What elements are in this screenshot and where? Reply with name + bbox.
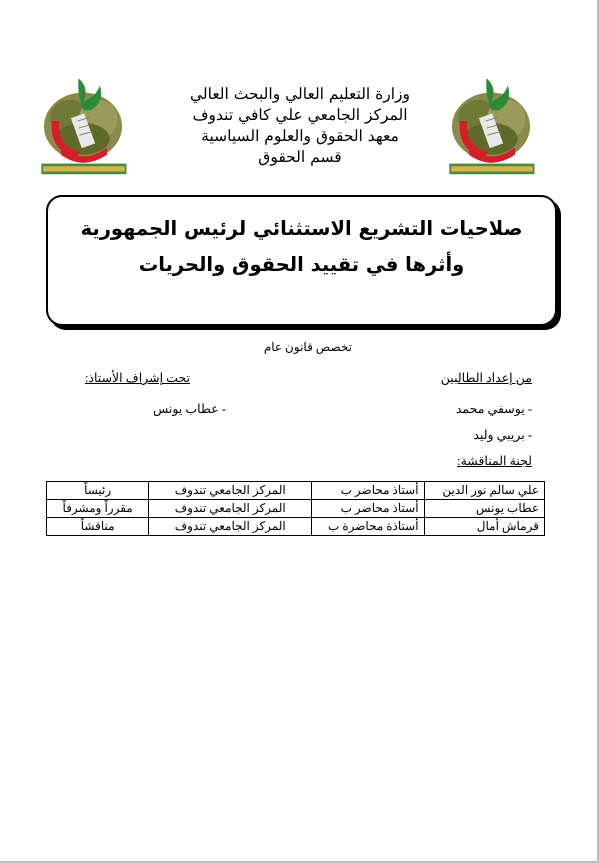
table-row [47,518,545,536]
supervisor-name: - عطاب يونس [152,402,226,416]
thesis-title-line-2: وأثرها في تقييد الحقوق والحريات [138,253,465,276]
ministry-name: وزارة التعليم العالي والبحث العالي [189,85,411,103]
committee-member-name: علي سالم نور الدين [424,482,544,500]
university-logo-left [28,66,138,190]
committee-member-role: مقرراً ومشرفاً [47,500,149,518]
committee-table [46,481,545,536]
institution-header [160,84,440,168]
university-logo-right [436,66,546,190]
committee-member-institution: المركز الجامعي تندوف [149,518,312,536]
university-emblem-icon [28,66,138,176]
committee-member-name: قرماش أمال [424,518,544,536]
committee-member-rank: أستاذ محاضر ب [312,482,424,500]
table-row [47,500,545,518]
prepared-by-label: من إعداد الطالبين [440,371,532,385]
student-name-2: - بريبي وليد [473,428,532,442]
university-emblem-icon [436,66,546,176]
department-name: قسم الحقوق [258,148,342,166]
speciality: تخصص قانون عام [263,340,352,354]
supervision-label: تحت إشراف الأستاذ: [84,371,190,385]
student-name-1: - يوسفي محمد [455,402,532,416]
committee-member-institution: المركز الجامعي تندوف [149,500,312,518]
committee-member-role: مناقشاً [47,518,149,536]
committee-member-rank: أستاذة محاضرة ب [312,518,424,536]
committee-member-rank: أستاذ محاضر ب [312,500,424,518]
committee-label: لجنة المناقشة: [457,454,532,468]
table-row [47,482,545,500]
institute-name: معهد الحقوق والعلوم السياسية [201,127,399,145]
committee-member-institution: المركز الجامعي تندوف [149,482,312,500]
thesis-title-box [46,195,557,326]
thesis-title-line-1: صلاحيات التشريع الاستثنائي لرئيس الجمهورية [80,217,523,240]
committee-member-role: رئيساً [47,482,149,500]
university-name: المركز الجامعي علي كافي تندوف [192,106,408,124]
committee-member-name: عطاب يونس [424,500,544,518]
